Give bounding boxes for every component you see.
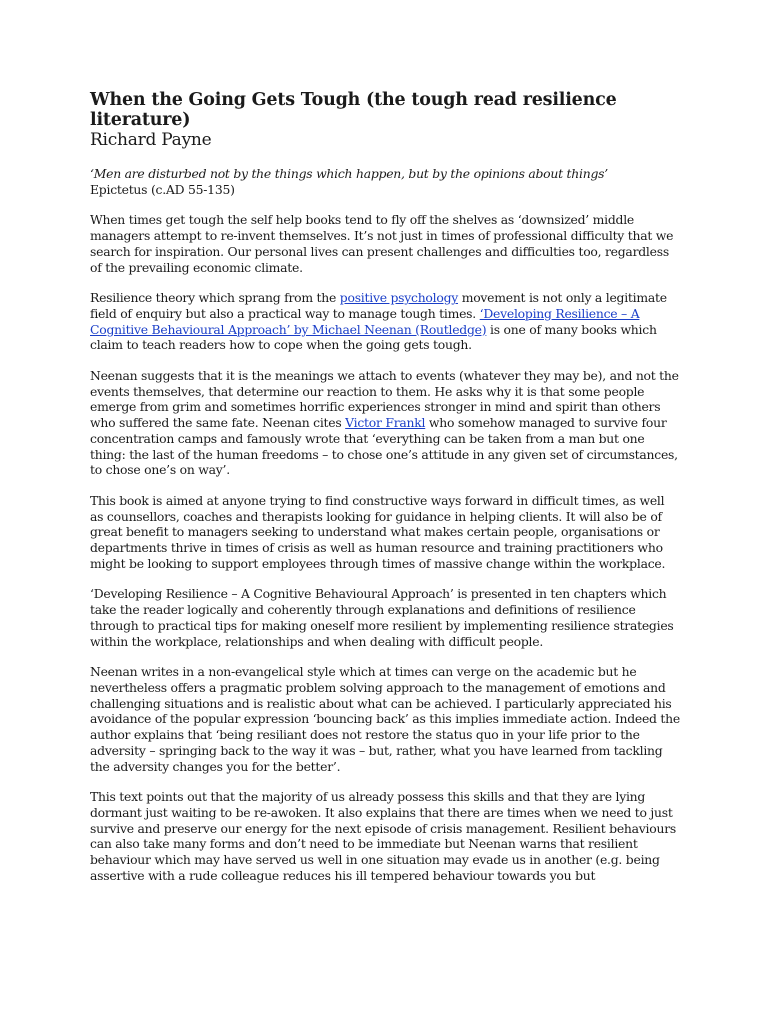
article-title: When the Going Gets Tough (the tough read resilience literature) [90,90,617,130]
paragraph-3-text-a: Neenan suggests that it is the meanings we attach to events (whatever they may be), and not the events themselves, that determine our reaction to them. He asks why it is that some people emerge from grim and sometimes horrific experiences stronger in mind and spirit than others who suffered the same fate. Neenan cites [90,368,679,431]
article-body [90,90,680,883]
developing-resilience-book-link[interactable]: ‘Developing Resilience – A Cognitive Behavioural Approach’ by Michael Neenan (Routledge) [90,305,640,337]
paragraph-2-text-c: is one of many books which claim to teach readers how to cope when the going gets tough. [90,321,657,353]
positive-psychology-link[interactable]: positive psychology [339,290,458,306]
article-author: Richard Payne [90,130,212,150]
epigraph [90,166,680,197]
paragraph-2 [90,290,680,353]
paragraph-3-text-b: who somehow managed to survive four concentration camps and famously wrote that ‘everything can be taken from a man but one thing: the last of the human freedoms – to chose one’s attitude in any given set of circumstances, to chose one’s on way’. [90,415,678,478]
victor-frankl-link[interactable]: Victor Frankl [345,415,426,431]
paragraph-2-text-a: Resilience theory which sprang from the [90,290,340,306]
paragraph-4: This book is aimed at anyone trying to find constructive ways forward in difficult times, as well as counsellors, coaches and therapists looking for guidance in helping clients. It will also be of great benefit to managers seeking to understand what makes certain people, organisations or departments thrive in times of crisis as well as human resource and training practitioners who might be looking to support employees through times of massive change within the workplace. [90,492,666,571]
paragraph-6: Neenan writes in a non-evangelical style which at times can verge on the academic but he nevertheless offers a pragmatic problem solving approach to the management of emotions and challenging situations and is realistic about what can be achieved. I particularly appreciated his avoidance of the popular expression ‘bouncing back’ as this implies immediate action. Indeed the author explains that ‘being resiliant does not restore the status quo in your life prior to the adversity – springing back to the way it was – but, rather, what you have learned from tackling the adversity changes you for the better’. [90,664,680,774]
paragraph-7: This text points out that the majority of us already possess this skills and that they are lying dormant just waiting to be re-awoken. It also explains that there are times when we need to just survive and preserve our energy for the next episode of crisis management. Resilient behaviours can also take many forms and don’t need to be immediate but Neenan warns that resilient behaviour which may have served us well in one situation may evade us in another (e.g. being assertive with a rude colleague reduces his ill tempered behaviour towards you but [90,789,676,883]
epigraph-attribution: Epictetus (c.AD 55-135) [90,181,235,197]
paragraph-1: When times get tough the self help books tend to fly off the shelves as ‘downsized’ middle managers attempt to re-invent themselves. It’s not just in times of professional difficulty that we search for inspiration. Our personal lives can present challenges and difficulties too, regardless of the prevailing economic climate. [90,212,674,275]
paragraph-5: ‘Developing Resilience – A Cognitive Behavioural Approach’ is presented in ten chapters which take the reader logically and coherently through explanations and definitions of resilience through to practical tips for making oneself more resilient by implementing resilience strategies within the workplace, relationships and when dealing with difficult people. [90,586,674,649]
paragraph-3 [90,368,680,478]
paragraph-2-text-b: movement is not only a legitimate field of enquiry but also a practical way to manage tough times. [90,290,667,321]
epigraph-quote: ‘Men are disturbed not by the things which happen, but by the opinions about things’ [90,166,608,181]
